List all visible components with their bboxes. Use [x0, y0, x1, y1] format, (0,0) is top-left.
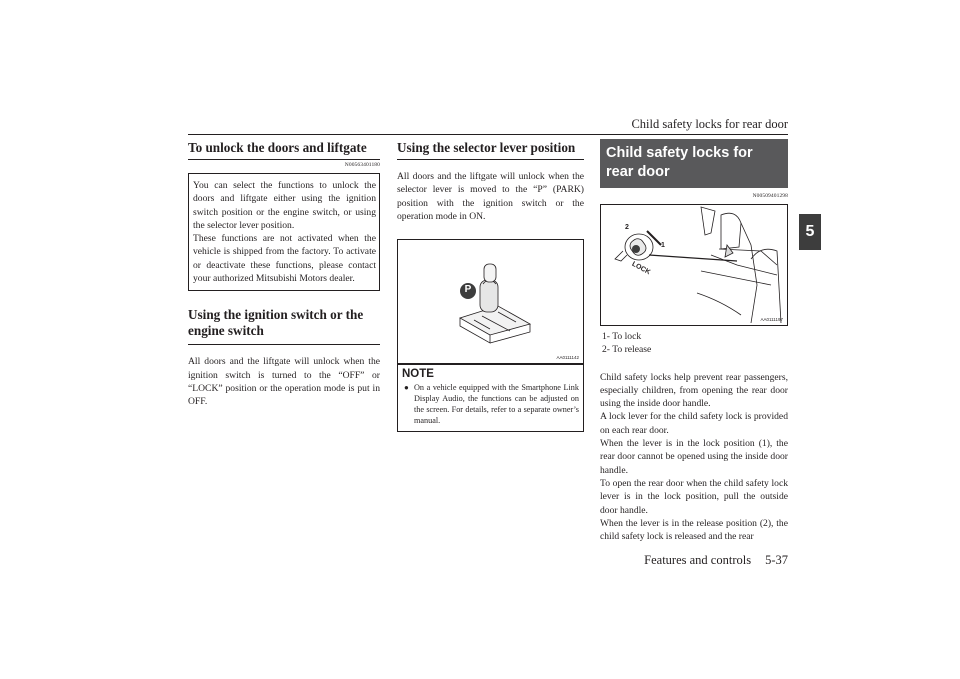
subheading-rule [188, 344, 380, 345]
body-text [600, 371, 788, 544]
body-paragraph: To open the rear door when the child safety lock lever is in the lock position, pull the outside door handle. [600, 477, 788, 516]
note-label: NOTE [402, 368, 434, 381]
column-1 [188, 140, 380, 409]
doc-code: N00509401298 [752, 193, 788, 199]
body-paragraph: When the lever is in the release position (2), the child safety lock is released and the rear [600, 517, 788, 543]
figure-code: AA0111197 [760, 317, 783, 322]
column-3 [600, 139, 788, 543]
info-paragraph: These functions are not activated when the vehicle is shipped from the factory. To activate or deactivate these functions, please contact your authorized Mitsubishi Motors dealer. [193, 233, 376, 285]
section-title-unlock-doors: To unlock the doors and liftgate [188, 140, 367, 155]
body-paragraph: Child safety locks help prevent rear passengers, especially children, from opening the rear door using the inside door handle. [600, 371, 788, 410]
legend-item: 1- To lock [602, 331, 642, 342]
body-paragraph: When the lever is in the lock position (1), the rear door cannot be opened using the inside door handle. [600, 438, 788, 476]
page-footer [644, 553, 788, 568]
child-lock-illustration [601, 205, 787, 325]
title-rule [188, 159, 380, 160]
column-2 [397, 140, 584, 432]
body-paragraph: A lock lever for the child safety lock is provided on each rear door. [600, 411, 788, 436]
doc-code: N00563401180 [344, 162, 380, 168]
figure-label-lock: LOCK [630, 260, 652, 277]
chapter-tab: 5 [799, 214, 821, 250]
figure-legend [600, 330, 788, 357]
note-box [397, 364, 584, 431]
page-number: 5-37 [765, 553, 788, 567]
child-lock-figure [600, 204, 788, 326]
figure-label-1: 1 [661, 242, 665, 249]
note-item [398, 380, 583, 430]
note-text: On a vehicle equipped with the Smartphone Link Display Audio, the functions can be adjusted on the screen. For details, refer to a separate owner’s manual. [414, 383, 579, 426]
running-header: Child safety locks for rear door [631, 117, 788, 131]
body-paragraph: All doors and the liftgate will unlock when the ignition switch is turned to the “OFF” or “LOCK” position or the operation mode is put in OFF. [188, 356, 380, 408]
info-box [188, 173, 380, 291]
bullet-icon: ● [404, 383, 409, 393]
body-paragraph: All doors and the liftgate will unlock when the selector lever is moved to the “P” (PARK) position with the ignition switch or the operation mode in ON. [397, 171, 584, 222]
legend-item: 2- To release [602, 344, 652, 356]
selector-lever-figure [397, 239, 584, 364]
header-rule [188, 134, 788, 135]
figure-label-2: 2 [625, 224, 629, 231]
section-title-child-safety-locks: Child safety locks for rear door [600, 139, 788, 188]
section-title-selector-lever: Using the selector lever position [397, 140, 576, 155]
title-rule [397, 159, 584, 160]
selector-lever-illustration [398, 240, 583, 363]
park-label: P [464, 284, 472, 296]
subheading-ignition-switch: Using the ignition switch or the engine switch [188, 307, 364, 339]
info-paragraph: You can select the functions to unlock the doors and liftgate either using the ignition switch position or the engine switch, or using the selector lever position. [193, 180, 376, 231]
figure-code: AA0111142 [556, 355, 579, 361]
footer-section: Features and controls [644, 553, 752, 567]
